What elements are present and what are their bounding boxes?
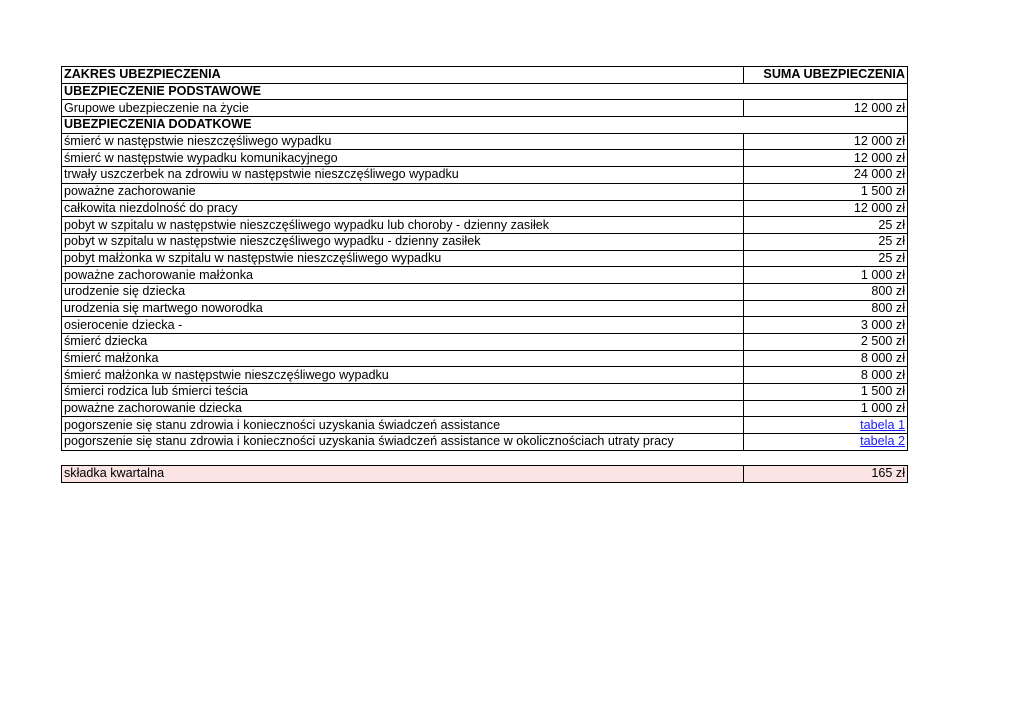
- coverage-amount: 2 500 zł: [744, 334, 908, 351]
- header-scope: ZAKRES UBEZPIECZENIA: [62, 67, 744, 84]
- table-row: [62, 233, 908, 250]
- header-row: [62, 67, 908, 84]
- coverage-label: urodzenie się dziecka: [62, 283, 744, 300]
- coverage-label: poważne zachorowanie małżonka: [62, 267, 744, 284]
- coverage-label: śmierć małżonka: [62, 350, 744, 367]
- coverage-amount: 8 000 zł: [744, 350, 908, 367]
- coverage-amount: 1 500 zł: [744, 384, 908, 401]
- table-row: [62, 150, 908, 167]
- coverage-amount: 800 zł: [744, 300, 908, 317]
- coverage-amount: 1 000 zł: [744, 267, 908, 284]
- table-row: [62, 367, 908, 384]
- table-row: [62, 350, 908, 367]
- coverage-label: całkowita niezdolność do pracy: [62, 200, 744, 217]
- coverage-amount: 25 zł: [744, 217, 908, 234]
- coverage-table-body: [62, 67, 908, 451]
- table-row: [62, 384, 908, 401]
- coverage-label: śmierć małżonka w następstwie nieszczęśliwego wypadku: [62, 367, 744, 384]
- section-row-basic: [62, 83, 908, 100]
- table-row: [62, 217, 908, 234]
- coverage-amount: 800 zł: [744, 283, 908, 300]
- coverage-label: pogorszenie się stanu zdrowia i konieczności uzyskania świadczeń assistance: [62, 417, 744, 434]
- coverage-label: śmierć dziecka: [62, 334, 744, 351]
- coverage-amount-cell: [744, 417, 908, 434]
- insurance-sheet: [61, 66, 907, 483]
- table-row: [62, 300, 908, 317]
- coverage-amount: 1 000 zł: [744, 400, 908, 417]
- coverage-amount: 3 000 zł: [744, 317, 908, 334]
- coverage-amount: 24 000 zł: [744, 167, 908, 184]
- coverage-label: pobyt w szpitalu w następstwie nieszczęśliwego wypadku lub choroby - dzienny zasiłek: [62, 217, 744, 234]
- table-row: [62, 400, 908, 417]
- coverage-amount: 25 zł: [744, 233, 908, 250]
- coverage-amount: 25 zł: [744, 250, 908, 267]
- coverage-label: śmierć w następstwie wypadku komunikacyjnego: [62, 150, 744, 167]
- table-row: [62, 100, 908, 117]
- header-sum: SUMA UBEZPIECZENIA: [744, 67, 908, 84]
- table-row: [62, 167, 908, 184]
- coverage-label: śmierci rodzica lub śmierci teścia: [62, 384, 744, 401]
- table-row: [62, 267, 908, 284]
- spacer: [61, 451, 907, 465]
- premium-row: [62, 465, 908, 482]
- coverage-amount: 12 000 zł: [744, 133, 908, 150]
- table-row: [62, 434, 908, 451]
- coverage-amount: 12 000 zł: [744, 200, 908, 217]
- coverage-label: osierocenie dziecka -: [62, 317, 744, 334]
- coverage-table: [61, 66, 908, 451]
- table-row: [62, 317, 908, 334]
- coverage-amount: 1 500 zł: [744, 183, 908, 200]
- table-reference-link[interactable]: tabela 1: [860, 417, 905, 432]
- table-row: [62, 133, 908, 150]
- table-row: [62, 283, 908, 300]
- coverage-label: pobyt w szpitalu w następstwie nieszczęśliwego wypadku - dzienny zasiłek: [62, 233, 744, 250]
- coverage-amount: 12 000 zł: [744, 150, 908, 167]
- table-row: [62, 334, 908, 351]
- coverage-amount: 12 000 zł: [744, 100, 908, 117]
- coverage-amount: 8 000 zł: [744, 367, 908, 384]
- table-row: [62, 183, 908, 200]
- premium-table: [61, 465, 908, 483]
- coverage-amount-cell: [744, 434, 908, 451]
- coverage-label: trwały uszczerbek na zdrowiu w następstwie nieszczęśliwego wypadku: [62, 167, 744, 184]
- section-title-basic: UBEZPIECZENIE PODSTAWOWE: [62, 83, 908, 100]
- coverage-label: Grupowe ubezpieczenie na życie: [62, 100, 744, 117]
- section-row-additional: [62, 117, 908, 134]
- table-row: [62, 200, 908, 217]
- coverage-label: śmierć w następstwie nieszczęśliwego wypadku: [62, 133, 744, 150]
- coverage-label: poważne zachorowanie dziecka: [62, 400, 744, 417]
- coverage-label: pobyt małżonka w szpitalu w następstwie nieszczęśliwego wypadku: [62, 250, 744, 267]
- section-title-additional: UBEZPIECZENIA DODATKOWE: [62, 117, 908, 134]
- coverage-label: pogorszenie się stanu zdrowia i konieczności uzyskania świadczeń assistance w okolicznościach utraty pracy: [62, 434, 744, 451]
- premium-amount: 165 zł: [744, 465, 908, 482]
- coverage-label: poważne zachorowanie: [62, 183, 744, 200]
- table-row: [62, 417, 908, 434]
- table-reference-link[interactable]: tabela 2: [860, 434, 905, 449]
- coverage-label: urodzenia się martwego noworodka: [62, 300, 744, 317]
- premium-label: składka kwartalna: [62, 465, 744, 482]
- table-row: [62, 250, 908, 267]
